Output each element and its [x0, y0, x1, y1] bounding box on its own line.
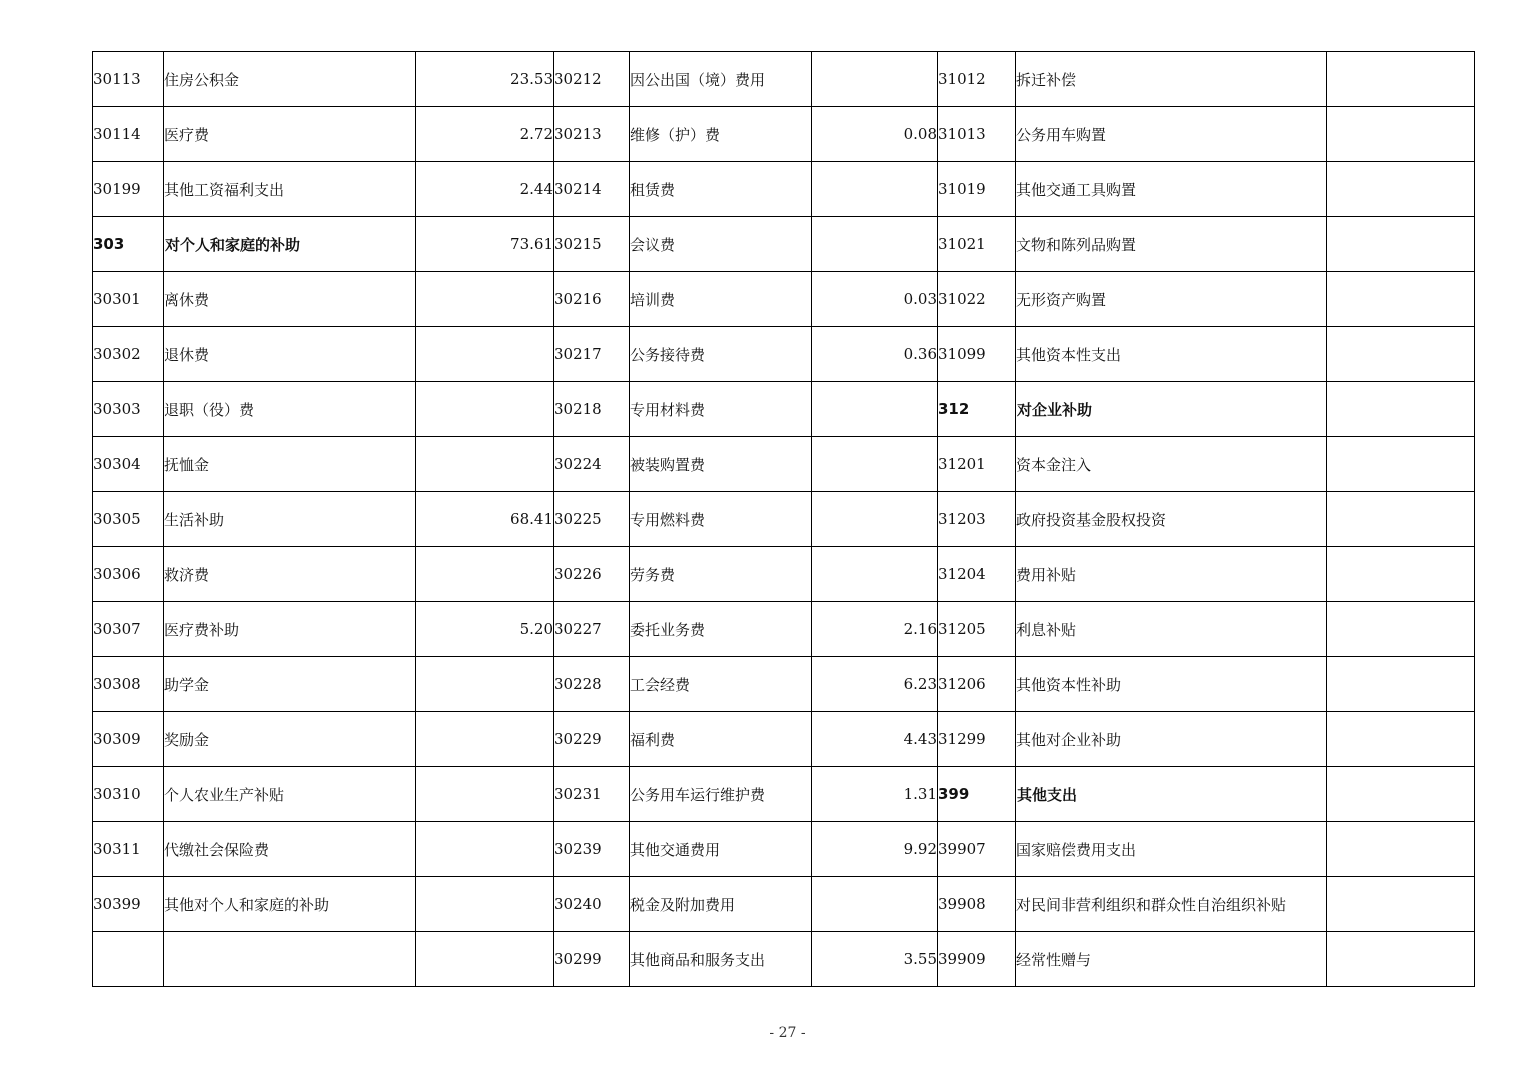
name-cell: 委托业务费	[630, 602, 812, 657]
name-cell: 代缴社会保险费	[164, 822, 416, 877]
code-cell: 30199	[93, 162, 164, 217]
code-cell	[93, 932, 164, 987]
name-cell: 医疗费	[164, 107, 416, 162]
code-cell: 31019	[938, 162, 1016, 217]
code-cell: 31203	[938, 492, 1016, 547]
name-cell: 工会经费	[630, 657, 812, 712]
code-cell: 31021	[938, 217, 1016, 272]
name-cell: 拆迁补偿	[1016, 52, 1327, 107]
code-cell: 30304	[93, 437, 164, 492]
amount-cell: 2.16	[812, 602, 938, 657]
code-cell: 30113	[93, 52, 164, 107]
amount-cell	[812, 492, 938, 547]
name-cell: 利息补贴	[1016, 602, 1327, 657]
name-cell: 生活补助	[164, 492, 416, 547]
name-cell: 对民间非营利组织和群众性自治组织补贴	[1016, 877, 1327, 932]
amount-cell	[1327, 712, 1475, 767]
table-row	[93, 272, 1475, 327]
amount-cell	[1327, 932, 1475, 987]
amount-cell	[416, 932, 554, 987]
name-cell: 经常性赠与	[1016, 932, 1327, 987]
table-row	[93, 822, 1475, 877]
code-cell: 31205	[938, 602, 1016, 657]
code-cell: 30226	[554, 547, 630, 602]
code-cell: 31206	[938, 657, 1016, 712]
name-cell: 其他交通费用	[630, 822, 812, 877]
table-row	[93, 547, 1475, 602]
amount-cell	[812, 437, 938, 492]
code-cell: 30308	[93, 657, 164, 712]
name-cell: 其他对企业补助	[1016, 712, 1327, 767]
table-row	[93, 492, 1475, 547]
name-cell: 因公出国（境）费用	[630, 52, 812, 107]
table-row	[93, 107, 1475, 162]
code-cell: 30228	[554, 657, 630, 712]
name-cell: 住房公积金	[164, 52, 416, 107]
amount-cell	[1327, 52, 1475, 107]
amount-cell	[416, 767, 554, 822]
name-cell: 文物和陈列品购置	[1016, 217, 1327, 272]
amount-cell: 9.92	[812, 822, 938, 877]
code-cell: 30225	[554, 492, 630, 547]
amount-cell	[416, 822, 554, 877]
name-cell: 政府投资基金股权投资	[1016, 492, 1327, 547]
amount-cell: 2.72	[416, 107, 554, 162]
code-cell: 39909	[938, 932, 1016, 987]
code-cell: 30224	[554, 437, 630, 492]
name-cell: 无形资产购置	[1016, 272, 1327, 327]
amount-cell	[1327, 492, 1475, 547]
code-cell: 31013	[938, 107, 1016, 162]
amount-cell: 0.08	[812, 107, 938, 162]
amount-cell: 23.53	[416, 52, 554, 107]
name-cell: 助学金	[164, 657, 416, 712]
code-cell: 30239	[554, 822, 630, 877]
code-cell: 31201	[938, 437, 1016, 492]
code-cell: 31022	[938, 272, 1016, 327]
amount-cell	[812, 382, 938, 437]
amount-cell	[416, 272, 554, 327]
name-cell: 对企业补助	[1016, 382, 1327, 437]
amount-cell	[416, 712, 554, 767]
table-body	[93, 52, 1475, 987]
name-cell: 租赁费	[630, 162, 812, 217]
code-cell: 31204	[938, 547, 1016, 602]
table-row	[93, 162, 1475, 217]
amount-cell: 0.03	[812, 272, 938, 327]
amount-cell: 68.41	[416, 492, 554, 547]
name-cell: 奖励金	[164, 712, 416, 767]
table-row	[93, 217, 1475, 272]
amount-cell	[812, 877, 938, 932]
name-cell: 国家赔偿费用支出	[1016, 822, 1327, 877]
name-cell: 专用材料费	[630, 382, 812, 437]
name-cell: 其他资本性支出	[1016, 327, 1327, 382]
name-cell: 公务用车运行维护费	[630, 767, 812, 822]
code-cell: 31012	[938, 52, 1016, 107]
code-cell: 30217	[554, 327, 630, 382]
name-cell: 对个人和家庭的补助	[164, 217, 416, 272]
page-number: - 27 -	[769, 1025, 806, 1041]
amount-cell	[416, 657, 554, 712]
amount-cell	[416, 877, 554, 932]
amount-cell	[1327, 547, 1475, 602]
amount-cell	[1327, 437, 1475, 492]
table-row	[93, 382, 1475, 437]
code-cell: 30214	[554, 162, 630, 217]
name-cell: 退职（役）费	[164, 382, 416, 437]
amount-cell: 1.31	[812, 767, 938, 822]
code-cell: 30299	[554, 932, 630, 987]
amount-cell	[1327, 877, 1475, 932]
name-cell	[164, 932, 416, 987]
name-cell: 公务用车购置	[1016, 107, 1327, 162]
code-cell: 30212	[554, 52, 630, 107]
table-row	[93, 932, 1475, 987]
code-cell: 30303	[93, 382, 164, 437]
code-cell: 30213	[554, 107, 630, 162]
code-cell: 30227	[554, 602, 630, 657]
code-cell: 30302	[93, 327, 164, 382]
amount-cell: 2.44	[416, 162, 554, 217]
amount-cell	[812, 52, 938, 107]
code-cell: 30311	[93, 822, 164, 877]
code-cell: 30310	[93, 767, 164, 822]
name-cell: 被装购置费	[630, 437, 812, 492]
code-cell: 30307	[93, 602, 164, 657]
amount-cell	[1327, 657, 1475, 712]
name-cell: 资本金注入	[1016, 437, 1327, 492]
code-cell: 30309	[93, 712, 164, 767]
name-cell: 其他工资福利支出	[164, 162, 416, 217]
name-cell: 培训费	[630, 272, 812, 327]
table-row	[93, 437, 1475, 492]
name-cell: 其他资本性补助	[1016, 657, 1327, 712]
amount-cell: 6.23	[812, 657, 938, 712]
code-cell: 303	[93, 217, 164, 272]
code-cell: 312	[938, 382, 1016, 437]
amount-cell: 3.55	[812, 932, 938, 987]
code-cell: 30215	[554, 217, 630, 272]
amount-cell	[1327, 162, 1475, 217]
amount-cell	[1327, 767, 1475, 822]
code-cell: 39908	[938, 877, 1016, 932]
table-row	[93, 602, 1475, 657]
code-cell: 30305	[93, 492, 164, 547]
name-cell: 税金及附加费用	[630, 877, 812, 932]
code-cell: 30216	[554, 272, 630, 327]
name-cell: 福利费	[630, 712, 812, 767]
amount-cell	[812, 162, 938, 217]
amount-cell	[812, 217, 938, 272]
amount-cell: 0.36	[812, 327, 938, 382]
code-cell: 30218	[554, 382, 630, 437]
code-cell: 30399	[93, 877, 164, 932]
name-cell: 其他交通工具购置	[1016, 162, 1327, 217]
name-cell: 其他商品和服务支出	[630, 932, 812, 987]
amount-cell	[1327, 217, 1475, 272]
name-cell: 个人农业生产补贴	[164, 767, 416, 822]
amount-cell	[416, 437, 554, 492]
amount-cell	[1327, 107, 1475, 162]
code-cell: 30114	[93, 107, 164, 162]
name-cell: 维修（护）费	[630, 107, 812, 162]
code-cell: 30306	[93, 547, 164, 602]
code-cell: 399	[938, 767, 1016, 822]
amount-cell	[812, 547, 938, 602]
name-cell: 其他支出	[1016, 767, 1327, 822]
code-cell: 30301	[93, 272, 164, 327]
amount-cell	[1327, 327, 1475, 382]
amount-cell	[1327, 822, 1475, 877]
table-row	[93, 712, 1475, 767]
amount-cell	[1327, 272, 1475, 327]
amount-cell: 4.43	[812, 712, 938, 767]
code-cell: 39907	[938, 822, 1016, 877]
name-cell: 公务接待费	[630, 327, 812, 382]
table-row	[93, 657, 1475, 712]
table-row	[93, 327, 1475, 382]
name-cell: 医疗费补助	[164, 602, 416, 657]
code-cell: 30229	[554, 712, 630, 767]
table-row	[93, 767, 1475, 822]
amount-cell	[416, 547, 554, 602]
table-row	[93, 877, 1475, 932]
code-cell: 31299	[938, 712, 1016, 767]
name-cell: 救济费	[164, 547, 416, 602]
amount-cell: 73.61	[416, 217, 554, 272]
amount-cell	[416, 382, 554, 437]
name-cell: 劳务费	[630, 547, 812, 602]
name-cell: 专用燃料费	[630, 492, 812, 547]
code-cell: 30231	[554, 767, 630, 822]
table-row	[93, 52, 1475, 107]
amount-cell: 5.20	[416, 602, 554, 657]
code-cell: 30240	[554, 877, 630, 932]
name-cell: 退休费	[164, 327, 416, 382]
amount-cell	[1327, 602, 1475, 657]
name-cell: 其他对个人和家庭的补助	[164, 877, 416, 932]
name-cell: 抚恤金	[164, 437, 416, 492]
amount-cell	[1327, 382, 1475, 437]
name-cell: 费用补贴	[1016, 547, 1327, 602]
name-cell: 离休费	[164, 272, 416, 327]
code-cell: 31099	[938, 327, 1016, 382]
amount-cell	[416, 327, 554, 382]
name-cell: 会议费	[630, 217, 812, 272]
budget-table	[92, 51, 1475, 987]
